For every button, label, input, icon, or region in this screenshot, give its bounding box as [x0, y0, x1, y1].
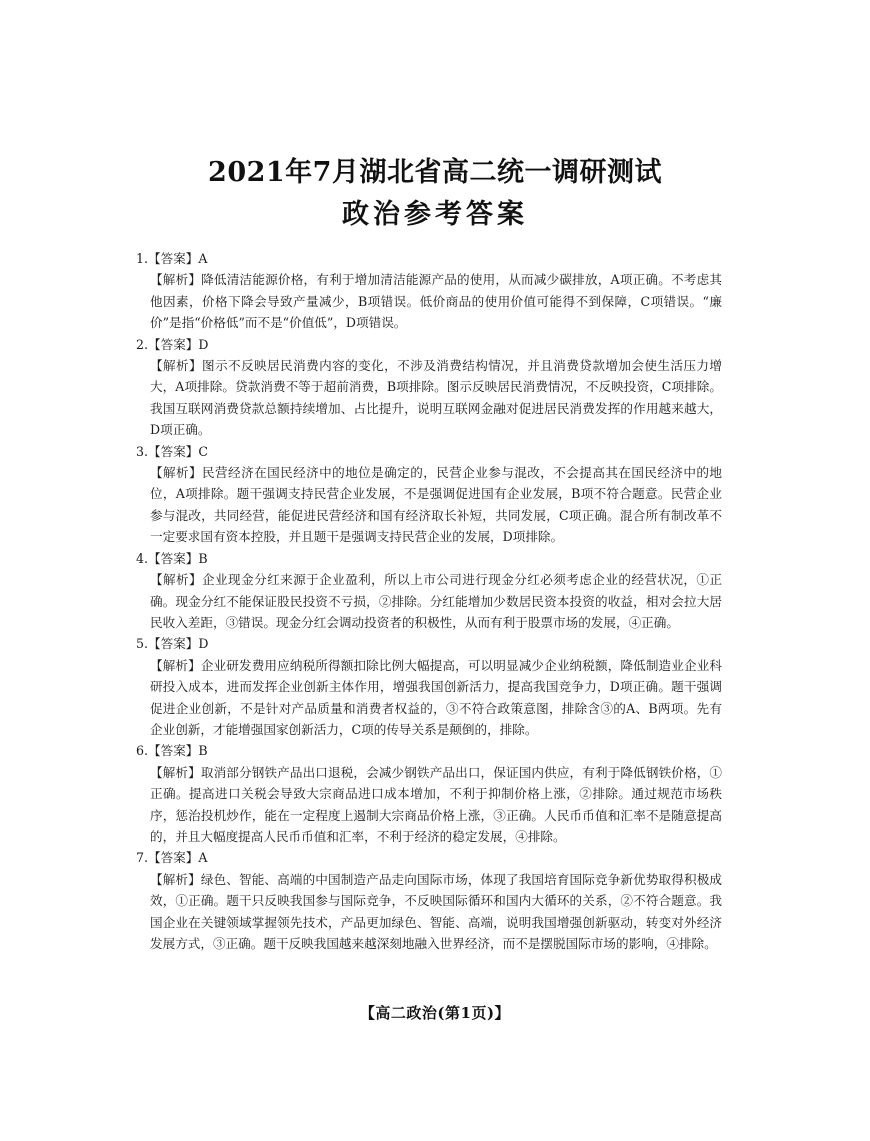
- question-item-1: [136, 248, 722, 334]
- answer-text: 【答案】A: [148, 251, 208, 266]
- answer-text: 【答案】D: [148, 336, 209, 352]
- answer-list: [136, 248, 722, 954]
- question-item-2: [136, 334, 722, 441]
- answer-line: [136, 847, 722, 868]
- answer-text: 【答案】B: [148, 743, 208, 759]
- answer-line: [136, 334, 722, 355]
- analysis-text: 【解析】绿色、智能、高端的中国制造产品走向国际市场，体现了我国培育国际竞争新优势取得积极成效，①正确。题干只反映我国参与国际竞争，不反映国际循环和国内大循环的关系，②不符合题意。我国企业在关键领域掌握领先技术，产品更加绿色、智能、高端，说明我国增强创新驱动，转变对外经济发展方式，③正确。题干反映我国越来越深刻地融入世界经济，而不是摆脱国际市场的影响，④排除。: [150, 871, 722, 951]
- question-item-6: [136, 740, 722, 847]
- answer-line: [136, 441, 722, 462]
- analysis-text: 【解析】降低清洁能源价格，有利于增加清洁能源产品的使用，从而减少碳排放，A项正确。不考虑其他因素，价格下降会导致产量减少，B项错误。低价商品的使用价值可能得不到保障，C项错误。“廉价”是指“价格低”而不是“价值低”，D项错误。: [150, 272, 722, 331]
- answer-text: 【答案】C: [148, 443, 209, 459]
- document-title: 2021年7月湖北省高二统一调研测试: [208, 157, 662, 188]
- analysis-text: 【解析】图示不反映居民消费内容的变化，不涉及消费结构情况，并且消费贷款增加会使生活压力增大，A项排除。贷款消费不等于超前消费，B项排除。图示反映居民消费情况，不反映投资，C项排除。我国互联网消费贷款总额持续增加、占比提升，说明互联网金融对促进居民消费发挥的作用越来越大，D项正确。: [150, 358, 722, 438]
- answer-text: 【答案】B: [148, 550, 208, 566]
- analysis-text: 【解析】民营经济在国民经济中的地位是确定的，民营企业参与混改，不会提高其在国民经济中的地位，A项排除。题干强调支持民营企业发展，不是强调促进国有企业发展，B项不符合题意。民营企业参与混改，共同经营，能促进民营经济和国有经济取长补短，共同发展，C项正确。混合所有制改革不一定要求国有资本控股，并且题干是强调支持民营企业的发展，D项排除。: [150, 465, 722, 545]
- question-item-5: [136, 633, 722, 740]
- answer-line: [136, 548, 722, 569]
- question-item-3: [136, 441, 722, 548]
- answer-line: [136, 633, 722, 654]
- answer-line: [136, 740, 722, 761]
- question-number: 1.: [136, 251, 149, 266]
- question-number: 6.: [136, 743, 149, 759]
- document-subtitle: 政治参考答案: [342, 199, 528, 230]
- question-item-4: [136, 548, 722, 634]
- question-number: 7.: [136, 850, 149, 866]
- question-number: 5.: [136, 636, 149, 652]
- question-item-7: [136, 847, 722, 954]
- question-number: 3.: [136, 443, 149, 459]
- answer-text: 【答案】A: [148, 850, 208, 866]
- analysis-text: 【解析】取消部分钢铁产品出口退税，会减少钢铁产品出口，保证国内供应，有利于降低钢铁价格，①正确。提高进口关税会导致大宗商品进口成本增加，不利于抑制价格上涨，②排除。通过规范市场秩序，惩治投机炒作，能在一定程度上遏制大宗商品价格上涨，③正确。人民币币值和汇率不是随意提高的，并且大幅度提高人民币币值和汇率，不利于经济的稳定发展，④排除。: [150, 764, 722, 844]
- answer-line: [136, 248, 722, 269]
- analysis-text: 【解析】企业研发费用应纳税所得额扣除比例大幅提高，可以明显减少企业纳税额，降低制造业企业科研投入成本，进而发挥企业创新主体作用，增强我国创新活力，提高我国竞争力，D项正确。题干强调促进企业创新，不是针对产品质量和消费者权益的，③不符合政策意图，排除含③的A、B两项。先有企业创新，才能增强国家创新活力，C项的传导关系是颠倒的，排除。: [150, 657, 722, 737]
- question-number: 4.: [136, 550, 149, 566]
- page-footer: 【高二政治(第1页)】: [359, 1004, 511, 1022]
- analysis-text: 【解析】企业现金分红来源于企业盈利，所以上市公司进行现金分红必须考虑企业的经营状况，①正确。现金分红不能保证股民投资不亏损，②排除。分红能增加少数居民资本投资的收益，相对会拉大居民收入差距，③错误。现金分红会调动投资者的积极性，从而有利于股票市场的发展，④正确。: [150, 572, 722, 630]
- question-number: 2.: [136, 336, 149, 352]
- answer-text: 【答案】D: [148, 636, 209, 652]
